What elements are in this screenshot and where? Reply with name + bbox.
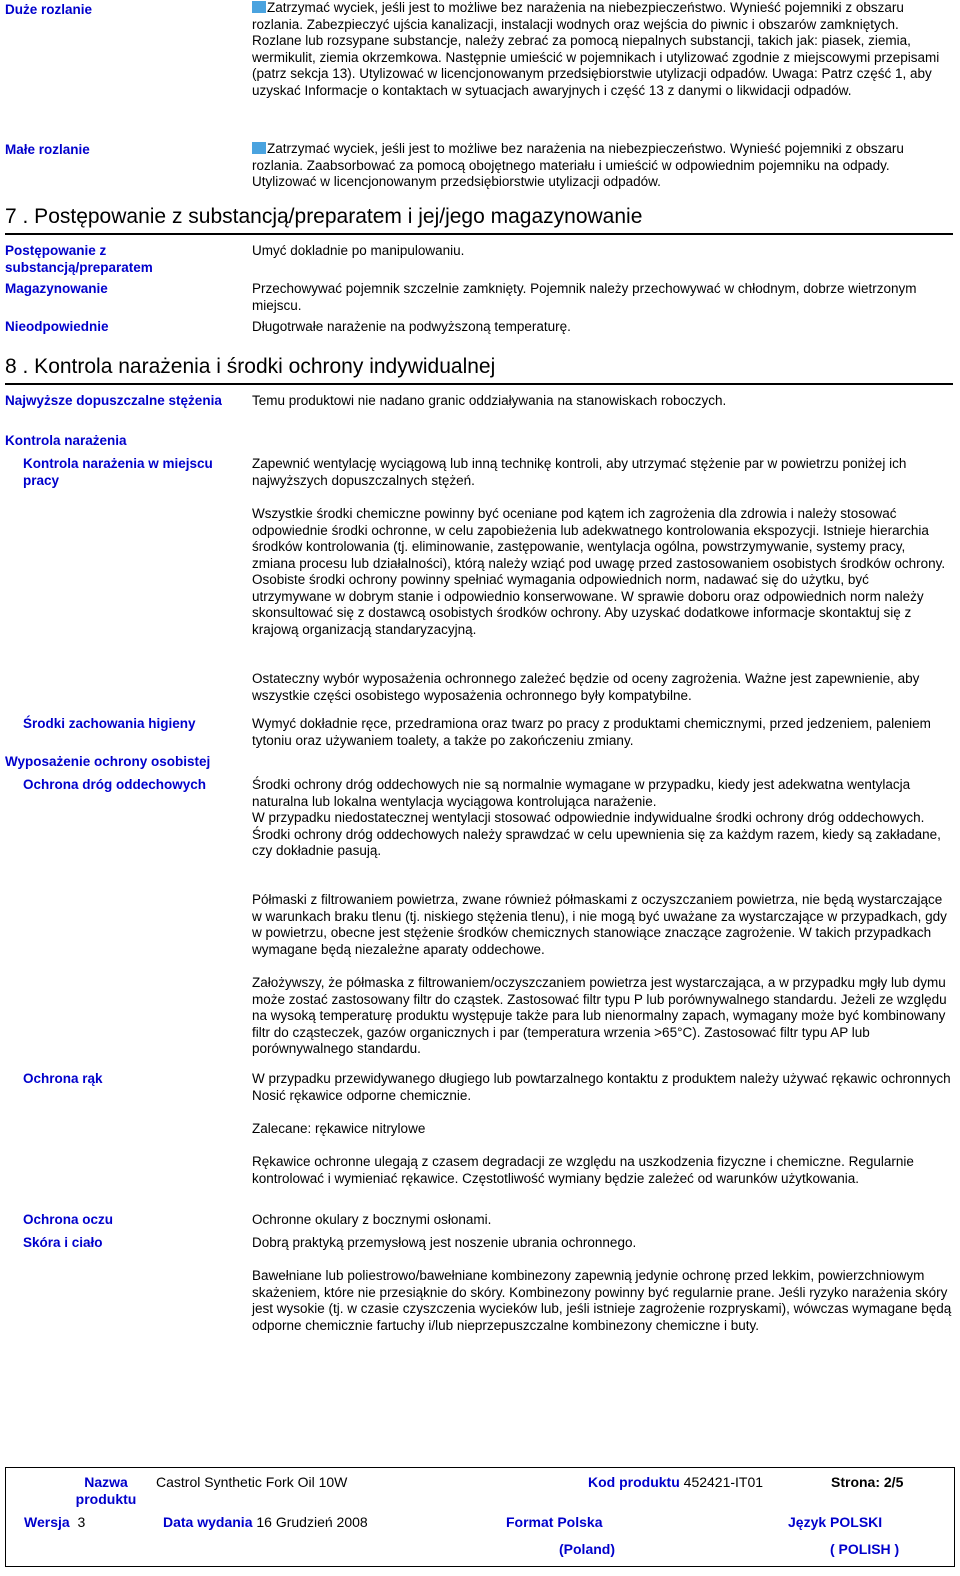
hands-p3: Rękawice ochronne ulegają z czasem degradacji ze względu na uszkodzenia fizyczne i chemiczne. Regularnie kontrolować i wymieniać rękawice. Częstotliwość wymiany będzie zależeć od warunków użytkowania.	[252, 1154, 914, 1186]
edit-marker-icon	[252, 1, 266, 13]
oel-text: Temu produktowi nie nadano granic oddziaływania na stanowiskach roboczych.	[252, 393, 727, 408]
hands-label: Ochrona rąk	[23, 1071, 103, 1086]
hygiene-text: Wymyć dokładnie ręce, przedramiona oraz twarz po pracy z produktami chemicznymi, przed jedzeniem, paleniem tytoniu oraz używaniem toalety, a także po zakończeniu zmiany.	[252, 716, 931, 748]
product-code	[588, 1474, 763, 1491]
eyes-label: Ochrona oczu	[23, 1212, 114, 1227]
product-code-label: Kod produktu	[588, 1474, 680, 1490]
version	[24, 1514, 85, 1531]
respiratory-text	[252, 777, 952, 860]
document-footer	[5, 1467, 955, 1567]
version-value: 3	[77, 1514, 86, 1530]
handling-text: Umyć dokladnie po manipulowaniu.	[252, 243, 465, 258]
skin-label: Skóra i ciało	[23, 1235, 103, 1250]
unsuitable-text: Długotrwałe narażenie na podwyższoną temperaturę.	[252, 319, 571, 334]
section-8-rule	[5, 383, 953, 385]
handling-label: Postępowanie z substancją/preparatem	[5, 243, 153, 275]
format-label: Format Polska	[506, 1514, 603, 1530]
workplace-p2: Wszystkie środki chemiczne powinny być oceniane pod kątem ich zagrożenia dla zdrowia i należy stosować odpowiednie środki ochronne, w celu zapobieżenia lub adekwatnego kontrolowania ekspozycji. Istnieje hierarchia środków kontrolowania (tj. eliminowanie, zastępowanie, wentylacja ogólna, powstrzymywanie, systemy pracy, zmiana procesu lub działalności), którą należy wziąć pod uwagę przed zastosowaniem osobistych środków ochrony. Osobiste środki ochrony powinny spełniać wymagania odpowiednich norm, nadawać się do użytku, być utrzymywane w dobrym stanie i odpowiednio konserwowane. W sprawie doboru oraz odpowiednich norm należy skonsultować się z dostawcą osobistych środków ochrony. Aby uzyskać dodatkowe informacje skontaktuj się z krajową organizacją standaryzacyjną.	[252, 506, 946, 637]
oel-label: Najwyższe dopuszczalne stężenia	[5, 393, 222, 408]
respiratory-p2: W przypadku niedostatecznej wentylacji stosować odpowiednie indywidualne środki ochrony dróg oddechowych.	[252, 810, 925, 825]
respiratory-p4: Półmaski z filtrowaniem powietrza, zwane również półmaskami z oczyszczaniem powietrza, nie będą wystarczające w warunkach braku tlenu (tj. niskiego stężenia tlenu), i nie mogą być uważane za wystarczające w przypadkach, gdy w powietrzu, obecne jest stężenie środków chemicznych stanowiące znaczące zagrożenie. W takich przypadkach wymagane będą niezależne aparaty oddechowe.	[252, 892, 947, 957]
product-name-label: Nazwa produktu	[75, 1474, 137, 1507]
large-spill-text: Zatrzymać wyciek, jeśli jest to możliwe bez narażenia na niebezpieczeństwo. Wynieść pojemniki z obszaru rozlania. Zabezpieczyć ujścia kanalizacji, instalacji wodnych oraz wejścia do piwnic i obszarów zamkniętych. Rozlane lub rozsypane substancje, należy zebrać za pomocą niepalnych substancji, takich jak: piasek, ziemia, wermikulit, ziemia okrzemkowa. Następnie umieścić w pojemnikach i utylizować zgodnie z miejscowymi przepisami (patrz sekcja 13). Utylizować w licencjonowanym przedsiębiorstwie utylizacji odpadów. Uwaga: Patrz część 1, aby uzyskać Informacje o kontaktach w sytuacjach awaryjnych i część 13 z danymi o likwidacji odpadów.	[252, 0, 940, 98]
unsuitable-label: Nieodpowiednie	[5, 319, 109, 334]
hands-p1: W przypadku przewidywanego długiego lub powtarzalnego kontaktu z produktem należy używać rękawic ochronnych Nosić rękawice odporne chemicznie.	[252, 1071, 951, 1103]
workplace-p3: Ostateczny wybór wyposażenia ochronnego zależeć będzie od oceny zagrożenia. Ważne jest zapewnienie, aby wszystkie części osobistego wyposażenia ochronnego były kompatybilne.	[252, 671, 920, 703]
product-name-value: Castrol Synthetic Fork Oil 10W	[156, 1474, 348, 1490]
hands-p2: Zalecane: rękawice nitrylowe	[252, 1121, 426, 1136]
skin-p2: Bawełniane lub poliestrowo/bawełniane kombinezony zapewnią jedynie ochronę przed lekkim, powierzchniowym skażeniem, które nie przesiąknie do skóry. Kombinezony powinny być regularnie prane. Jeśli ryzyko narażenia skóry jest wysokie (tj. w czasie czyszczenia wycieków lub, jeśli istnieje zagrożenie rozpryskami), wówczas wymagane będą odporne chemicznie fartuchy i/lub nieprzepuszczalne kombinezony chemiczne i buty.	[252, 1268, 952, 1333]
issue-date	[163, 1514, 368, 1531]
page-number: Strona: 2/5	[831, 1474, 904, 1490]
small-spill-label: Małe rozlanie	[5, 142, 90, 157]
hygiene-label: Środki zachowania higieny	[23, 716, 196, 731]
edit-marker-icon	[252, 142, 266, 154]
product-code-value: 452421-IT01	[683, 1474, 764, 1490]
ppe-label: Wyposażenie ochrony osobistej	[5, 754, 211, 769]
skin-p1: Dobrą praktyką przemysłową jest noszenie ubrania ochronnego.	[252, 1235, 637, 1250]
eyes-text: Ochronne okulary z bocznymi osłonami.	[252, 1212, 492, 1227]
respiratory-label: Ochrona dróg oddechowych	[23, 777, 207, 792]
issue-date-value: 16 Grudzień 2008	[256, 1514, 368, 1530]
version-label: Wersja	[24, 1514, 70, 1530]
workplace-p1: Zapewnić wentylację wyciągową lub inną technikę kontroli, aby utrzymać stężenie par w powietrzu poniżej ich najwyższych dopuszczalnych stężeń.	[252, 456, 907, 488]
respiratory-p1: Środki ochrony dróg oddechowych nie są normalnie wymagane w przypadku, kiedy jest adekwatna wentylacja naturalna lub lokalna wentylacja wyciągowa kontrolująca narażenie.	[252, 777, 911, 809]
large-spill-label: Duże rozlanie	[5, 2, 93, 17]
language-label: Język POLSKI	[788, 1514, 883, 1530]
exposure-control-label: Kontrola narażenia	[5, 433, 127, 448]
storage-text: Przechowywać pojemnik szczelnie zamknięty. Pojemnik należy przechowywać w chłodnym, dobrze wietrzonym miejscu.	[252, 281, 917, 313]
small-spill-text: Zatrzymać wyciek, jeśli jest to możliwe bez narażenia na niebezpieczeństwo. Wynieść pojemniki z obszaru rozlania. Zaabsorbować za pomocą obojętnego materiału i umieścić w odpowiednim pojemniku na odpady. Utylizować w licencjonowanym przedsiębiorstwie utylizacji odpadów.	[252, 141, 904, 189]
workplace-control-label: Kontrola narażenia w miejscu pracy	[23, 456, 213, 488]
section-7-rule	[5, 233, 953, 235]
format-country: (Poland)	[559, 1541, 615, 1557]
respiratory-p5: Założywszy, że półmaska z filtrowaniem/oczyszczaniem powietrza jest wystarczająca, a w przypadku mgły lub dymu może zostać zastosowany filtr do cząstek. Zastosować filtr typu P lub porównywalnego standardu. Jeżeli ze względu na wysoką temperaturę produktu występuje także para lub nienormalny zapach, wymagany może być kombinowany filtr do cząsteczek, gazów organicznych i par (temperatura wrzenia >65°C). Zastosować filtr typu AP lub porównywalnego standardu.	[252, 975, 947, 1056]
storage-label: Magazynowanie	[5, 281, 108, 296]
section-7-title: 7 . Postępowanie z substancją/preparatem i jej/jego magazynowanie	[5, 205, 643, 228]
issue-date-label: Data wydania	[163, 1514, 253, 1530]
language-sub: ( POLISH )	[830, 1541, 900, 1557]
respiratory-p3: Środki ochrony dróg oddechowych należy sprawdzać w celu upewnienia się za każdym razem, kiedy są zakładane, czy dokładnie pasują.	[252, 826, 941, 858]
section-8-title: 8 . Kontrola narażenia i środki ochrony indywidualnej	[5, 355, 496, 378]
